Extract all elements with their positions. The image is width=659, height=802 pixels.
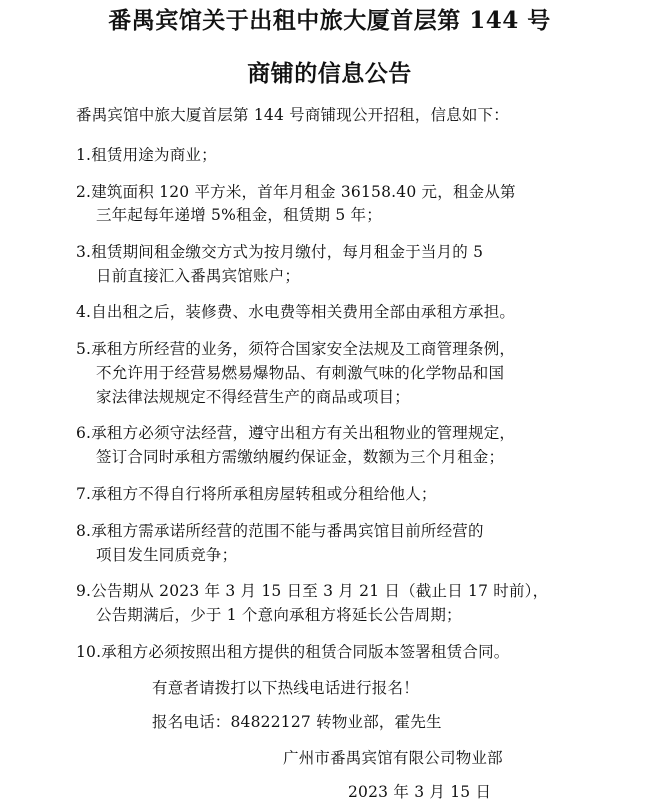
- signup-invitation: 有意者请拨打以下热线电话进行报名！: [152, 679, 419, 697]
- list-item-8-cont: 项目发生同质竞争；: [96, 546, 238, 564]
- list-item-2: 2.建筑面积 120 平方米，首年月租金 36158.40 元，租金从第: [76, 183, 516, 201]
- intro-paragraph: 番禺宾馆中旅大厦首层第 144 号商铺现公开招租，信息如下：: [76, 106, 509, 124]
- list-item-3-cont: 日前直接汇入番禺宾馆账户；: [96, 267, 301, 285]
- list-item-1: 1.租赁用途为商业；: [76, 146, 217, 164]
- list-item-8: 8.承租方需承诺所经营的范围不能与番禺宾馆目前所经营的: [76, 522, 484, 540]
- list-item-5-cont-1: 不允许用于经营易燃易爆物品、有刺激气味的化学物品和国: [96, 364, 505, 382]
- list-item-9: 9.公告期从 2023 年 3 月 15 日至 3 月 21 日（截止日 17 时前），: [76, 582, 549, 600]
- issuing-organization: 广州市番禺宾馆有限公司物业部: [283, 749, 503, 767]
- list-item-7: 7.承租方不得自行将所承租房屋转租或分租给他人；: [76, 485, 437, 503]
- list-item-3: 3.租赁期间租金缴交方式为按月缴付，每月租金于当月的 5: [76, 243, 484, 261]
- list-item-4: 4.自出租之后，装修费、水电费等相关费用全部由承租方承担。: [76, 303, 516, 321]
- list-item-9-cont: 公告期满后，少于 1 个意向承租方将延长公告周期；: [96, 606, 462, 624]
- notice-title-line-2: 商铺的信息公告: [247, 60, 412, 87]
- notice-title-line-1: 番禺宾馆关于出租中旅大厦首层第 144 号: [108, 7, 551, 34]
- list-item-5: 5.承租方所经营的业务，须符合国家安全法规及工商管理条例，: [76, 340, 516, 358]
- signup-phone: 报名电话：84822127 转物业部，霍先生: [152, 713, 442, 731]
- list-item-6: 6.承租方必须守法经营，遵守出租方有关出租物业的管理规定，: [76, 424, 516, 442]
- list-item-10: 10.承租方必须按照出租方提供的租赁合同版本签署租赁合同。: [76, 643, 510, 661]
- list-item-5-cont-2: 家法律法规规定不得经营生产的商品或项目；: [96, 388, 411, 406]
- list-item-6-cont: 签订合同时承租方需缴纳履约保证金，数额为三个月租金；: [96, 448, 505, 466]
- issue-date: 2023 年 3 月 15 日: [348, 783, 492, 801]
- list-item-2-cont: 三年起每年递增 5%租金，租赁期 5 年；: [96, 206, 382, 224]
